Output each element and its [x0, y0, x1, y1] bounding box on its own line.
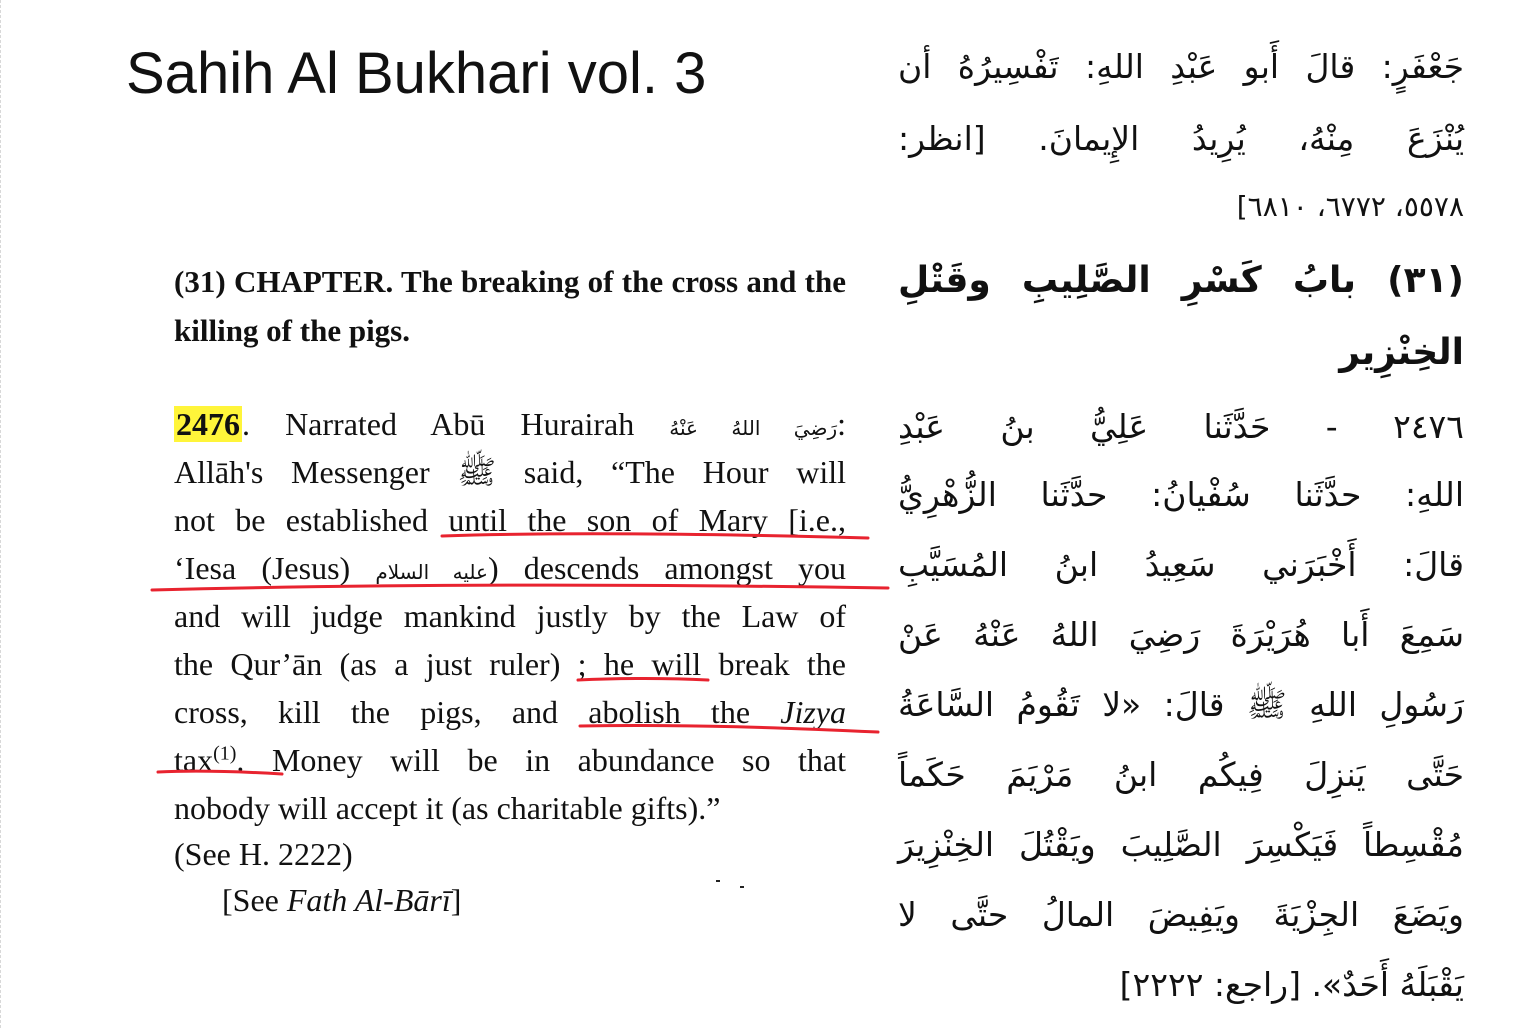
- arabic-hadith-line-5: رَسُولِ اللهِ ﷺ قالَ: «لا تَقُومُ السَّاعَةُ: [898, 685, 1464, 724]
- scan-speck: [716, 880, 720, 882]
- hadith-line-8: [174, 736, 846, 784]
- hadith-line-2: Allāh's Messenger ﷺ said, “The Hour will: [174, 454, 846, 490]
- chapter-heading: (31) CHAPTER. The breaking of the cross and the killing of the pigs.: [174, 264, 846, 348]
- arabic-hadith-line-6: حَتَّى يَنزِلَ فِيكُم ابنُ مَرْيَمَ حَكَماً: [898, 755, 1464, 794]
- arabic-hadith-line-3: قالَ: أَخْبَرَني سَعِيدُ ابنُ المُسَيَّبِ: [898, 545, 1464, 584]
- hadith-line-6: the Qur’ān (as a just ruler) ; he will break the: [174, 646, 846, 682]
- arabic-chapter-line-1: (٣١) بابُ كَسْرِ الصَّلِيبِ وقَتْلِ: [898, 260, 1464, 301]
- scan-speck: [740, 886, 744, 888]
- see-fath-title: Fath Al-Bārī: [286, 882, 451, 918]
- arabic-hadith-line-4: سَمِعَ أَبا هُرَيْرَةَ رَضِيَ اللهُ عَنْهُ عَنْ: [898, 615, 1464, 654]
- iesa-text: ‘Iesa (Jesus): [174, 550, 376, 586]
- arabic-reference-1: ٥٥٧٨، ٦٧٧٢، ٦٨١٠]: [1236, 190, 1464, 223]
- see-fath-reference: [222, 876, 461, 924]
- hadith-line-4: [174, 544, 846, 596]
- arabic-line-1: جَعْفَرٍ: قالَ أَبو عَبْدِ اللهِ: تَفْسِيرُهُ أن: [898, 47, 1464, 86]
- arabic-hadith-line-8: ويَضَعَ الجِزْيَةَ ويَفِيضَ المالُ حتَّى لا: [898, 895, 1464, 934]
- jizya-term: Jizya: [780, 694, 846, 730]
- honorific-radiya: رَضِيَ اللهُ عَنْهُ: [669, 416, 838, 440]
- descends-text: ) descends amongst you: [487, 550, 847, 586]
- hadith-line-9: nobody will accept it (as charitable gifts).”: [174, 790, 721, 826]
- cross-text: cross, kill the pigs, and abolish the: [174, 694, 781, 730]
- arabic-line-2: يُنْزَعَ مِنْهُ، يُرِيدُ الإِيمانَ. [انظر:: [898, 119, 1464, 158]
- hadith-line-7: [174, 688, 846, 736]
- hadith-number: 2476: [176, 406, 240, 442]
- honorific-alayhi: عليه السلام: [375, 560, 488, 584]
- arabic-hadith-line-2: اللهِ: حدَّثَنا سُفْيانُ: حدَّثَنا الزُّهْرِيُّ: [898, 475, 1464, 514]
- page-title: Sahih Al Bukhari vol. 3: [126, 41, 707, 106]
- footnote-marker: (1): [213, 742, 237, 765]
- money-text: . Money will be in abundance so that: [236, 742, 846, 778]
- see-fath-suffix: ]: [450, 882, 462, 918]
- scan-left-edge: [0, 0, 5, 1028]
- hadith-line-5: and will judge mankind justly by the Law of: [174, 598, 846, 634]
- hadith-line-1: [174, 400, 846, 452]
- colon: :: [837, 406, 847, 442]
- arabic-hadith-line-9: يَقْبَلَهُ أَحَدٌ». [راجع: ٢٢٢٢]: [1119, 965, 1464, 1004]
- arabic-hadith-line-1: ٢٤٧٦ - حَدَّثَنا عَلِيُّ بنُ عَبْدِ: [898, 407, 1464, 446]
- narrator-text: . Narrated Abū Hurairah: [242, 406, 670, 442]
- see-fath-prefix: [See: [222, 882, 287, 918]
- tax-text: tax: [174, 742, 214, 778]
- arabic-hadith-line-7: مُقْسِطاً فَيَكْسِرَ الصَّلِيبَ ويَقْتُلَ الخِنْزِيرَ: [898, 825, 1464, 864]
- see-hadith-reference: (See H. 2222): [174, 836, 353, 872]
- hadith-line-3: not be established until the son of Mary [i.e.,: [174, 502, 846, 538]
- arabic-chapter-line-2: الخِنْزِير: [1339, 332, 1464, 373]
